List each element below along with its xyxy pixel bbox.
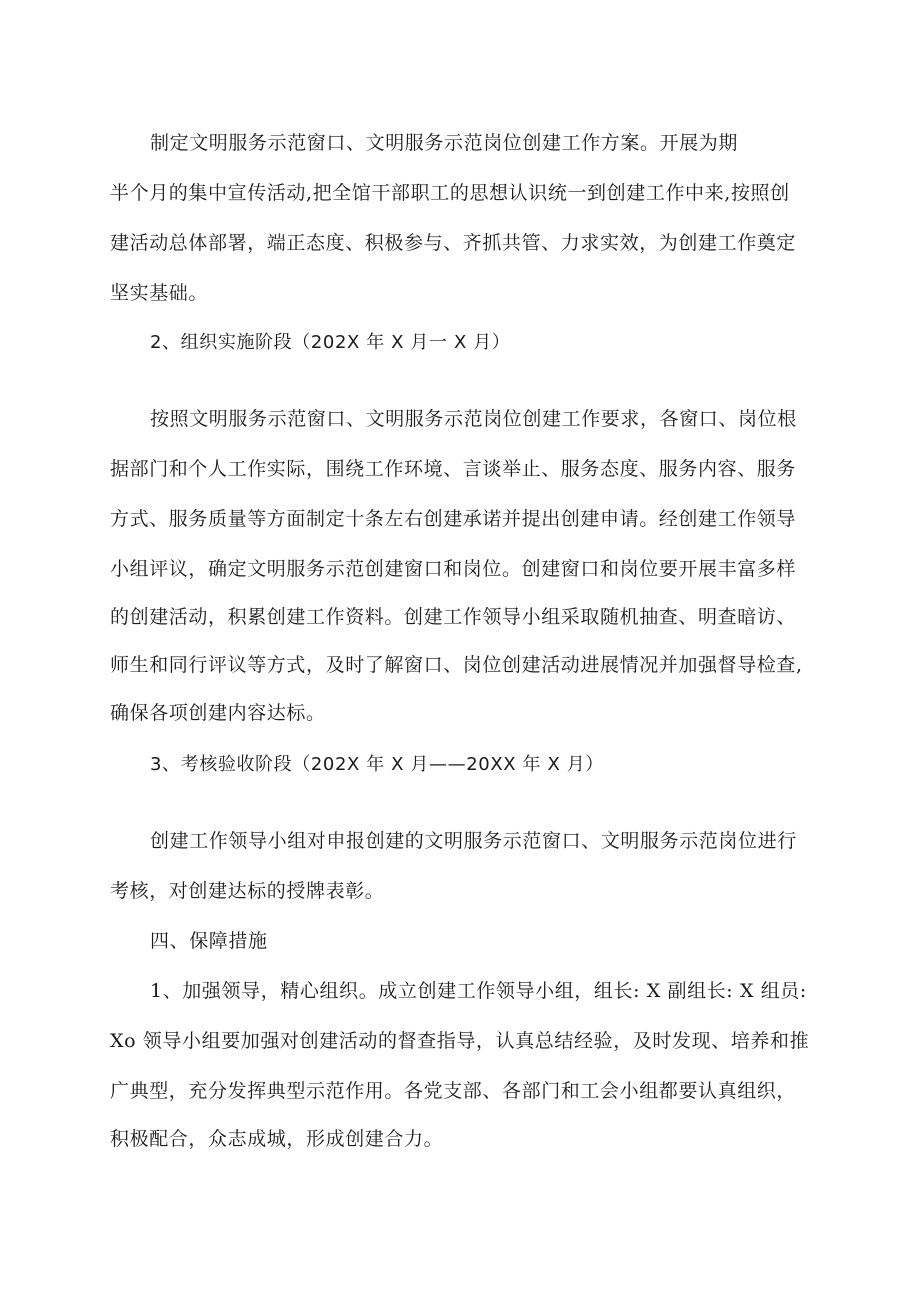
paragraph-line: 积极配合，众志成城，形成创建合力。 bbox=[110, 1128, 444, 1150]
paragraph-line: 的创建活动，积累创建工作资料。创建工作领导小组采取随机抽查、明查暗访、 bbox=[110, 606, 797, 628]
section-heading: 3、考核验收阶段（202X 年 X 月——20XX 年 X 月） bbox=[150, 754, 604, 775]
paragraph-line: 半个月的集中宣传活动,把全馆干部职工的思想认识统一到创建工作中来,按照创 bbox=[110, 182, 790, 204]
paragraph-line: 师生和同行评议等方式，及时了解窗口、岗位创建活动进展情况并加强督导检查, bbox=[110, 654, 803, 676]
paragraph-line: 确保各项创建内容达标。 bbox=[110, 702, 326, 724]
section-heading: 2、组织实施阶段（202X 年 X 月一 X 月） bbox=[150, 332, 511, 353]
paragraph-line: 据部门和个人工作实际，围绕工作环境、言谈举止、服务态度、服务内容、服务 bbox=[110, 458, 797, 480]
paragraph-line: Xo 领导小组要加强对创建活动的督查指导，认真总结经验，及时发现、培养和推 bbox=[110, 1030, 810, 1052]
paragraph-line: 广典型，充分发挥典型示范作用。各党支部、各部门和工会小组都要认真组织， bbox=[110, 1080, 797, 1102]
paragraph-line: 制定文明服务示范窗口、文明服务示范岗位创建工作方案。开展为期 bbox=[150, 132, 739, 154]
paragraph-line: 坚实基础。 bbox=[110, 282, 209, 304]
paragraph-line: 考核，对创建达标的授牌表彰。 bbox=[110, 880, 385, 902]
section-heading: 四、保障措施 bbox=[150, 930, 268, 952]
paragraph-line: 建活动总体部署，端正态度、积极参与、齐抓共管、力求实效，为创建工作奠定 bbox=[110, 232, 797, 254]
paragraph-line: 小组评议，确定文明服务示范创建窗口和岗位。创建窗口和岗位要开展丰富多样 bbox=[110, 558, 797, 580]
paragraph-line: 方式、服务质量等方面制定十条左右创建承诺并提出创建申请。经创建工作领导 bbox=[110, 508, 797, 530]
paragraph-line: 按照文明服务示范窗口、文明服务示范岗位创建工作要求，各窗口、岗位根 bbox=[150, 408, 797, 430]
paragraph-line: 创建工作领导小组对申报创建的文明服务示范窗口、文明服务示范岗位进行 bbox=[150, 830, 797, 852]
paragraph-line: 1、加强领导，精心组织。成立创建工作领导小组，组长: X 副组长: X 组员: bbox=[150, 980, 807, 1002]
